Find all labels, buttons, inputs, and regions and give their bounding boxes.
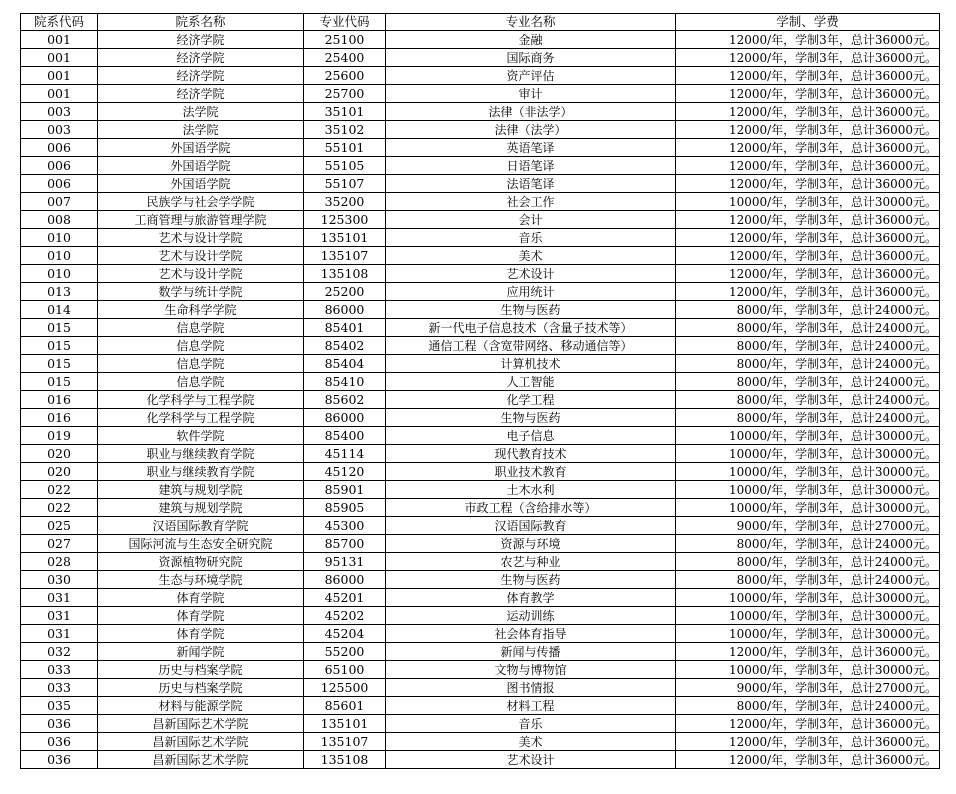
dept-code-cell: 015 [21, 319, 98, 337]
major-code-cell: 25100 [304, 31, 386, 49]
major-code-cell: 25400 [304, 49, 386, 67]
major-name-cell: 生物与医药 [386, 409, 676, 427]
table-row [21, 247, 940, 265]
table-row [21, 31, 940, 49]
dept-code-cell: 006 [21, 175, 98, 193]
duration-fee-cell: 12000/年，学制3年，总计36000元。 [676, 733, 940, 751]
table-row [21, 121, 940, 139]
major-name-cell: 现代教育技术 [386, 445, 676, 463]
major-name-cell: 新一代电子信息技术（含量子技术等） [386, 319, 676, 337]
table-row [21, 85, 940, 103]
duration-fee-cell: 10000/年，学制3年，总计30000元。 [676, 625, 940, 643]
major-code-cell: 45114 [304, 445, 386, 463]
duration-fee-cell: 12000/年，学制3年，总计36000元。 [676, 247, 940, 265]
duration-fee-cell: 12000/年，学制3年，总计36000元。 [676, 715, 940, 733]
major-code-cell: 125500 [304, 679, 386, 697]
major-name-cell: 生物与医药 [386, 571, 676, 589]
dept-name-cell: 历史与档案学院 [98, 679, 304, 697]
table-row [21, 301, 940, 319]
major-code-cell: 45201 [304, 589, 386, 607]
table-row [21, 391, 940, 409]
dept-name-cell: 建筑与规划学院 [98, 481, 304, 499]
header-major-name: 专业名称 [386, 14, 676, 31]
major-code-cell: 25200 [304, 283, 386, 301]
table-row [21, 481, 940, 499]
dept-code-cell: 022 [21, 481, 98, 499]
dept-name-cell: 昌新国际艺术学院 [98, 733, 304, 751]
major-name-cell: 美术 [386, 247, 676, 265]
duration-fee-cell: 8000/年，学制3年，总计24000元。 [676, 337, 940, 355]
dept-code-cell: 015 [21, 355, 98, 373]
major-name-cell: 生物与医药 [386, 301, 676, 319]
dept-name-cell: 艺术与设计学院 [98, 229, 304, 247]
dept-code-cell: 027 [21, 535, 98, 553]
table-body [21, 31, 940, 769]
dept-code-cell: 001 [21, 85, 98, 103]
major-name-cell: 市政工程（含给排水等） [386, 499, 676, 517]
duration-fee-cell: 12000/年，学制3年，总计36000元。 [676, 157, 940, 175]
duration-fee-cell: 9000/年，学制3年，总计27000元。 [676, 679, 940, 697]
table-row [21, 337, 940, 355]
header-dept-code: 院系代码 [21, 14, 98, 31]
duration-fee-cell: 8000/年，学制3年，总计24000元。 [676, 553, 940, 571]
dept-code-cell: 003 [21, 121, 98, 139]
major-code-cell: 135107 [304, 247, 386, 265]
major-code-cell: 85410 [304, 373, 386, 391]
dept-name-cell: 艺术与设计学院 [98, 247, 304, 265]
duration-fee-cell: 8000/年，学制3年，总计24000元。 [676, 373, 940, 391]
dept-name-cell: 化学科学与工程学院 [98, 391, 304, 409]
dept-name-cell: 信息学院 [98, 337, 304, 355]
dept-code-cell: 036 [21, 751, 98, 769]
major-code-cell: 45120 [304, 463, 386, 481]
dept-name-cell: 工商管理与旅游管理学院 [98, 211, 304, 229]
major-code-cell: 85901 [304, 481, 386, 499]
major-code-cell: 25700 [304, 85, 386, 103]
table-row [21, 553, 940, 571]
major-code-cell: 135108 [304, 751, 386, 769]
table-row [21, 589, 940, 607]
dept-code-cell: 020 [21, 463, 98, 481]
major-code-cell: 135101 [304, 229, 386, 247]
major-code-cell: 55200 [304, 643, 386, 661]
duration-fee-cell: 12000/年，学制3年，总计36000元。 [676, 751, 940, 769]
duration-fee-cell: 12000/年，学制3年，总计36000元。 [676, 643, 940, 661]
duration-fee-cell: 12000/年，学制3年，总计36000元。 [676, 103, 940, 121]
dept-name-cell: 昌新国际艺术学院 [98, 715, 304, 733]
dept-code-cell: 016 [21, 409, 98, 427]
dept-code-cell: 015 [21, 337, 98, 355]
major-code-cell: 85601 [304, 697, 386, 715]
major-code-cell: 86000 [304, 571, 386, 589]
major-name-cell: 社会体育指导 [386, 625, 676, 643]
dept-code-cell: 031 [21, 589, 98, 607]
dept-code-cell: 020 [21, 445, 98, 463]
dept-code-cell: 022 [21, 499, 98, 517]
major-name-cell: 电子信息 [386, 427, 676, 445]
dept-name-cell: 历史与档案学院 [98, 661, 304, 679]
major-name-cell: 化学工程 [386, 391, 676, 409]
dept-code-cell: 031 [21, 625, 98, 643]
duration-fee-cell: 12000/年，学制3年，总计36000元。 [676, 49, 940, 67]
dept-code-cell: 001 [21, 31, 98, 49]
table-row [21, 499, 940, 517]
duration-fee-cell: 10000/年，学制3年，总计30000元。 [676, 463, 940, 481]
table-row [21, 571, 940, 589]
table-row [21, 355, 940, 373]
duration-fee-cell: 8000/年，学制3年，总计24000元。 [676, 319, 940, 337]
major-code-cell: 135101 [304, 715, 386, 733]
major-name-cell: 计算机技术 [386, 355, 676, 373]
major-name-cell: 资产评估 [386, 67, 676, 85]
table-row [21, 679, 940, 697]
dept-name-cell: 外国语学院 [98, 157, 304, 175]
major-name-cell: 文物与博物馆 [386, 661, 676, 679]
major-name-cell: 法律（非法学） [386, 103, 676, 121]
major-name-cell: 运动训练 [386, 607, 676, 625]
major-name-cell: 汉语国际教育 [386, 517, 676, 535]
dept-code-cell: 013 [21, 283, 98, 301]
major-name-cell: 美术 [386, 733, 676, 751]
table-row [21, 193, 940, 211]
major-code-cell: 85400 [304, 427, 386, 445]
dept-name-cell: 体育学院 [98, 625, 304, 643]
table-row [21, 103, 940, 121]
major-code-cell: 86000 [304, 301, 386, 319]
major-name-cell: 金融 [386, 31, 676, 49]
duration-fee-cell: 10000/年，学制3年，总计30000元。 [676, 607, 940, 625]
dept-name-cell: 外国语学院 [98, 139, 304, 157]
major-name-cell: 国际商务 [386, 49, 676, 67]
dept-name-cell: 生态与环境学院 [98, 571, 304, 589]
duration-fee-cell: 12000/年，学制3年，总计36000元。 [676, 229, 940, 247]
table-row [21, 67, 940, 85]
major-code-cell: 125300 [304, 211, 386, 229]
table-row [21, 445, 940, 463]
duration-fee-cell: 12000/年，学制3年，总计36000元。 [676, 31, 940, 49]
duration-fee-cell: 8000/年，学制3年，总计24000元。 [676, 571, 940, 589]
major-code-cell: 35101 [304, 103, 386, 121]
dept-name-cell: 化学科学与工程学院 [98, 409, 304, 427]
major-name-cell: 审计 [386, 85, 676, 103]
table-row [21, 697, 940, 715]
duration-fee-cell: 8000/年，学制3年，总计24000元。 [676, 409, 940, 427]
header-major-code: 专业代码 [304, 14, 386, 31]
dept-name-cell: 体育学院 [98, 607, 304, 625]
table-row [21, 229, 940, 247]
major-code-cell: 55107 [304, 175, 386, 193]
major-code-cell: 85401 [304, 319, 386, 337]
major-name-cell: 资源与环境 [386, 535, 676, 553]
dept-code-cell: 028 [21, 553, 98, 571]
major-name-cell: 社会工作 [386, 193, 676, 211]
duration-fee-cell: 10000/年，学制3年，总计30000元。 [676, 445, 940, 463]
dept-code-cell: 032 [21, 643, 98, 661]
major-name-cell: 农艺与种业 [386, 553, 676, 571]
table-row [21, 157, 940, 175]
major-code-cell: 95131 [304, 553, 386, 571]
table-row [21, 463, 940, 481]
duration-fee-cell: 10000/年，学制3年，总计30000元。 [676, 193, 940, 211]
major-code-cell: 35200 [304, 193, 386, 211]
program-fee-table [20, 13, 940, 769]
dept-code-cell: 019 [21, 427, 98, 445]
dept-name-cell: 经济学院 [98, 85, 304, 103]
dept-name-cell: 体育学院 [98, 589, 304, 607]
dept-code-cell: 025 [21, 517, 98, 535]
major-code-cell: 85700 [304, 535, 386, 553]
dept-code-cell: 035 [21, 697, 98, 715]
major-code-cell: 35102 [304, 121, 386, 139]
dept-name-cell: 职业与继续教育学院 [98, 463, 304, 481]
table-row [21, 517, 940, 535]
dept-code-cell: 010 [21, 265, 98, 283]
dept-code-cell: 036 [21, 715, 98, 733]
major-code-cell: 55105 [304, 157, 386, 175]
table-row [21, 373, 940, 391]
table-row [21, 733, 940, 751]
table-row [21, 427, 940, 445]
major-code-cell: 85402 [304, 337, 386, 355]
major-code-cell: 85404 [304, 355, 386, 373]
dept-name-cell: 外国语学院 [98, 175, 304, 193]
dept-name-cell: 软件学院 [98, 427, 304, 445]
dept-name-cell: 材料与能源学院 [98, 697, 304, 715]
major-name-cell: 音乐 [386, 715, 676, 733]
dept-name-cell: 建筑与规划学院 [98, 499, 304, 517]
dept-code-cell: 015 [21, 373, 98, 391]
table-row [21, 535, 940, 553]
major-name-cell: 体育教学 [386, 589, 676, 607]
dept-code-cell: 030 [21, 571, 98, 589]
table-row [21, 265, 940, 283]
major-name-cell: 音乐 [386, 229, 676, 247]
major-name-cell: 新闻与传播 [386, 643, 676, 661]
duration-fee-cell: 10000/年，学制3年，总计30000元。 [676, 499, 940, 517]
duration-fee-cell: 10000/年，学制3年，总计30000元。 [676, 589, 940, 607]
table-row [21, 49, 940, 67]
dept-name-cell: 汉语国际教育学院 [98, 517, 304, 535]
dept-name-cell: 生命科学学院 [98, 301, 304, 319]
major-name-cell: 英语笔译 [386, 139, 676, 157]
table-row [21, 607, 940, 625]
duration-fee-cell: 8000/年，学制3年，总计24000元。 [676, 697, 940, 715]
duration-fee-cell: 9000/年，学制3年，总计27000元。 [676, 517, 940, 535]
major-code-cell: 65100 [304, 661, 386, 679]
major-code-cell: 135108 [304, 265, 386, 283]
duration-fee-cell: 12000/年，学制3年，总计36000元。 [676, 211, 940, 229]
dept-code-cell: 001 [21, 49, 98, 67]
table-header-row [21, 14, 940, 31]
dept-name-cell: 法学院 [98, 121, 304, 139]
duration-fee-cell: 10000/年，学制3年，总计30000元。 [676, 427, 940, 445]
major-code-cell: 45204 [304, 625, 386, 643]
duration-fee-cell: 10000/年，学制3年，总计30000元。 [676, 661, 940, 679]
duration-fee-cell: 12000/年，学制3年，总计36000元。 [676, 175, 940, 193]
table-container [20, 13, 940, 769]
dept-code-cell: 014 [21, 301, 98, 319]
header-dept-name: 院系名称 [98, 14, 304, 31]
duration-fee-cell: 12000/年，学制3年，总计36000元。 [676, 139, 940, 157]
dept-code-cell: 033 [21, 679, 98, 697]
major-code-cell: 45202 [304, 607, 386, 625]
table-row [21, 175, 940, 193]
dept-name-cell: 法学院 [98, 103, 304, 121]
dept-name-cell: 艺术与设计学院 [98, 265, 304, 283]
major-code-cell: 135107 [304, 733, 386, 751]
duration-fee-cell: 12000/年，学制3年，总计36000元。 [676, 121, 940, 139]
major-name-cell: 图书情报 [386, 679, 676, 697]
duration-fee-cell: 12000/年，学制3年，总计36000元。 [676, 67, 940, 85]
dept-code-cell: 010 [21, 247, 98, 265]
dept-code-cell: 007 [21, 193, 98, 211]
table-row [21, 643, 940, 661]
major-name-cell: 法律（法学） [386, 121, 676, 139]
table-row [21, 211, 940, 229]
major-code-cell: 86000 [304, 409, 386, 427]
major-name-cell: 法语笔译 [386, 175, 676, 193]
dept-name-cell: 数学与统计学院 [98, 283, 304, 301]
major-code-cell: 85905 [304, 499, 386, 517]
duration-fee-cell: 8000/年，学制3年，总计24000元。 [676, 355, 940, 373]
major-name-cell: 材料工程 [386, 697, 676, 715]
major-code-cell: 55101 [304, 139, 386, 157]
dept-code-cell: 008 [21, 211, 98, 229]
dept-name-cell: 职业与继续教育学院 [98, 445, 304, 463]
dept-code-cell: 003 [21, 103, 98, 121]
major-name-cell: 会计 [386, 211, 676, 229]
major-name-cell: 人工智能 [386, 373, 676, 391]
duration-fee-cell: 12000/年，学制3年，总计36000元。 [676, 283, 940, 301]
table-row [21, 715, 940, 733]
table-row [21, 283, 940, 301]
table-row [21, 625, 940, 643]
table-row [21, 661, 940, 679]
dept-name-cell: 信息学院 [98, 355, 304, 373]
table-row [21, 139, 940, 157]
dept-name-cell: 经济学院 [98, 31, 304, 49]
major-name-cell: 应用统计 [386, 283, 676, 301]
major-name-cell: 通信工程（含宽带网络、移动通信等） [386, 337, 676, 355]
table-row [21, 319, 940, 337]
dept-name-cell: 资源植物研究院 [98, 553, 304, 571]
major-code-cell: 45300 [304, 517, 386, 535]
duration-fee-cell: 10000/年，学制3年，总计30000元。 [676, 481, 940, 499]
dept-code-cell: 016 [21, 391, 98, 409]
dept-name-cell: 昌新国际艺术学院 [98, 751, 304, 769]
dept-code-cell: 033 [21, 661, 98, 679]
header-duration-fee: 学制、学费 [676, 14, 940, 31]
duration-fee-cell: 12000/年，学制3年，总计36000元。 [676, 85, 940, 103]
major-name-cell: 土木水利 [386, 481, 676, 499]
dept-name-cell: 国际河流与生态安全研究院 [98, 535, 304, 553]
dept-name-cell: 经济学院 [98, 67, 304, 85]
dept-name-cell: 信息学院 [98, 373, 304, 391]
major-name-cell: 艺术设计 [386, 751, 676, 769]
dept-code-cell: 006 [21, 139, 98, 157]
duration-fee-cell: 8000/年，学制3年，总计24000元。 [676, 301, 940, 319]
dept-code-cell: 010 [21, 229, 98, 247]
dept-code-cell: 036 [21, 733, 98, 751]
dept-name-cell: 新闻学院 [98, 643, 304, 661]
table-row [21, 751, 940, 769]
major-name-cell: 日语笔译 [386, 157, 676, 175]
dept-name-cell: 经济学院 [98, 49, 304, 67]
major-code-cell: 25600 [304, 67, 386, 85]
duration-fee-cell: 8000/年，学制3年，总计24000元。 [676, 535, 940, 553]
duration-fee-cell: 12000/年，学制3年，总计36000元。 [676, 265, 940, 283]
table-row [21, 409, 940, 427]
major-name-cell: 艺术设计 [386, 265, 676, 283]
major-name-cell: 职业技术教育 [386, 463, 676, 481]
major-code-cell: 85602 [304, 391, 386, 409]
dept-code-cell: 006 [21, 157, 98, 175]
dept-code-cell: 001 [21, 67, 98, 85]
dept-code-cell: 031 [21, 607, 98, 625]
dept-name-cell: 民族学与社会学学院 [98, 193, 304, 211]
duration-fee-cell: 8000/年，学制3年，总计24000元。 [676, 391, 940, 409]
dept-name-cell: 信息学院 [98, 319, 304, 337]
